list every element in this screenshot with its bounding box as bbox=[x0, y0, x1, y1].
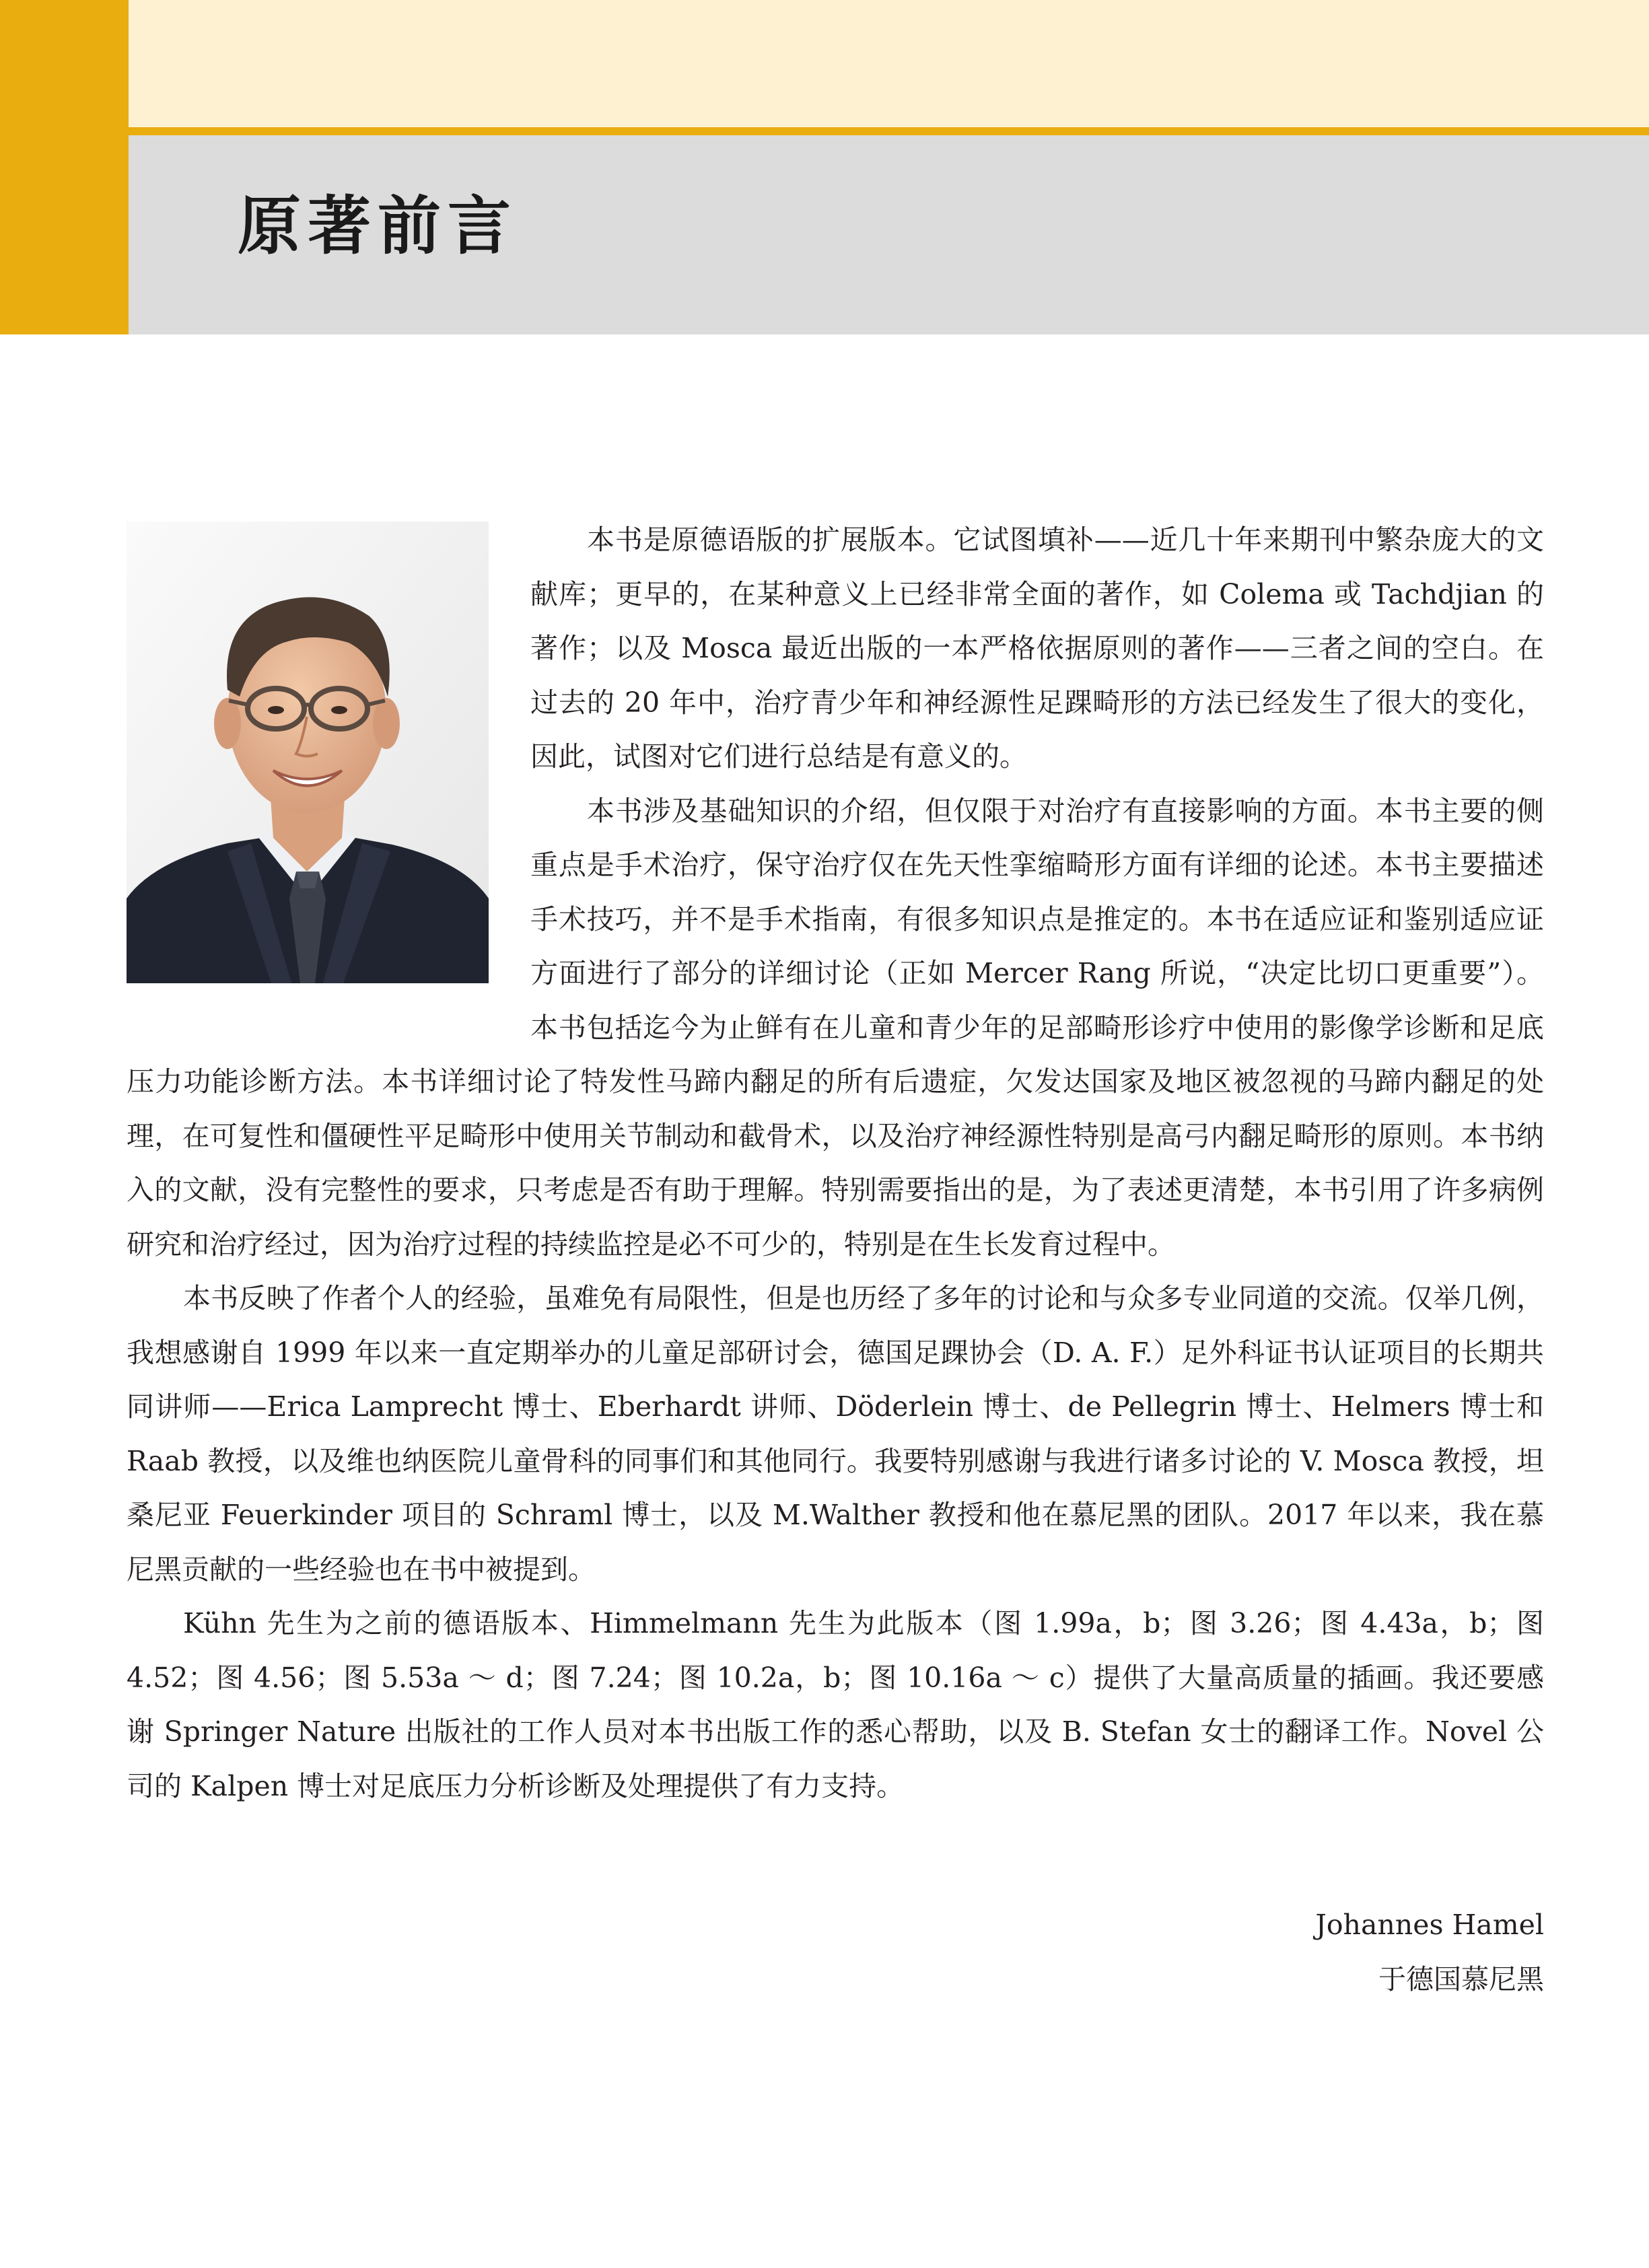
preface-body bbox=[127, 513, 1544, 1813]
portrait-float-spacer bbox=[127, 513, 530, 1026]
paragraph-4: Kühn 先生为之前的德语版本、Himmelmann 先生为此版本（图 1.99a，b；图 3.26；图 4.43a，b；图 4.52；图 4.56；图 5.53a ～ d；图 7.24；图 10.2a，b；图 10.16a ～ c）提供了大量高质量的插画。我还要感谢 Springer Nature 出版社的工作人员对本书出版工作的悉心帮助，以及 B. Stefan 女士的翻译工作。Novel 公司的 Kalpen 博士对足底压力分析诊断及处理提供了有力支持。 bbox=[127, 1607, 1544, 1802]
paragraph-3: 本书反映了作者个人的经验，虽难免有局限性，但是也历经了多年的讨论和与众多专业同道的交流。仅举几例，我想感谢自 1999 年以来一直定期举办的儿童足部研讨会，德国足踝协会（D. A. F.）足外科证书认证项目的长期共同讲师——Erica Lamprecht 博士、Eberhardt 讲师、Döderlein 博士、de Pellegrin 博士、Helmers 博士和 Raab 教授，以及维也纳医院儿童骨科的同事们和其他同行。我要特别感谢与我进行诸多讨论的 V. Mosca 教授，坦桑尼亚 Feuerkinder 项目的 Schraml 博士，以及 M.Walther 教授和他在慕尼黑的团队。2017 年以来，我在慕尼黑贡献的一些经验也在书中被提到。 bbox=[127, 1282, 1544, 1586]
header-gold-tab bbox=[0, 0, 129, 334]
paragraph-1: 本书是原德语版的扩展版本。它试图填补——近几十年来期刊中繁杂庞大的文献库；更早的，在某种意义上已经非常全面的著作，如 Colema 或 Tachdjian 的著作；以及 Mosca 最近出版的一本严格依据原则的著作——三者之间的空白。在过去的 20 年中，治疗青少年和神经源性足踝畸形的方法已经发生了很大的变化，因此，试图对它们进行总结是有意义的。 bbox=[530, 524, 1544, 773]
header-gold-rule bbox=[0, 127, 1649, 135]
author-name: Johannes Hamel bbox=[1315, 1909, 1544, 1941]
page-title: 原著前言 bbox=[238, 190, 518, 263]
paragraph-2: 本书涉及基础知识的介绍，但仅限于对治疗有直接影响的方面。本书主要的侧重点是手术治疗，保守治疗仅在先天性挛缩畸形方面有详细的论述。本书主要描述手术技巧，并不是手术指南，有很多知识点是推定的。本书在适应证和鉴别适应证方面进行了部分的详细讨论（正如 Mercer Rang 所说，“决定比切口更重要”）。本书包括迄今为止鲜有在儿童和青少年的足部畸形诊疗中使用的影像学诊断和足底压力功能诊断方法。本书详细讨论了特发性马蹄内翻足的所有后遗症，欠发达国家及地区被忽视的马蹄内翻足的处理，在可复性和僵硬性平足畸形中使用关节制动和截骨术，以及治疗神经源性特别是高弓内翻足畸形的原则。本书纳入的文献，没有完整性的要求，只考虑是否有助于理解。特别需要指出的是，为了表述更清楚，本书引用了许多病例研究和治疗经过，因为治疗过程的持续监控是必不可少的，特别是在生长发育过程中。 bbox=[127, 794, 1544, 1261]
author-location: 于德国慕尼黑 bbox=[1378, 1962, 1544, 1995]
header-cream-band bbox=[0, 0, 1649, 127]
signature-block bbox=[1315, 1898, 1544, 2006]
